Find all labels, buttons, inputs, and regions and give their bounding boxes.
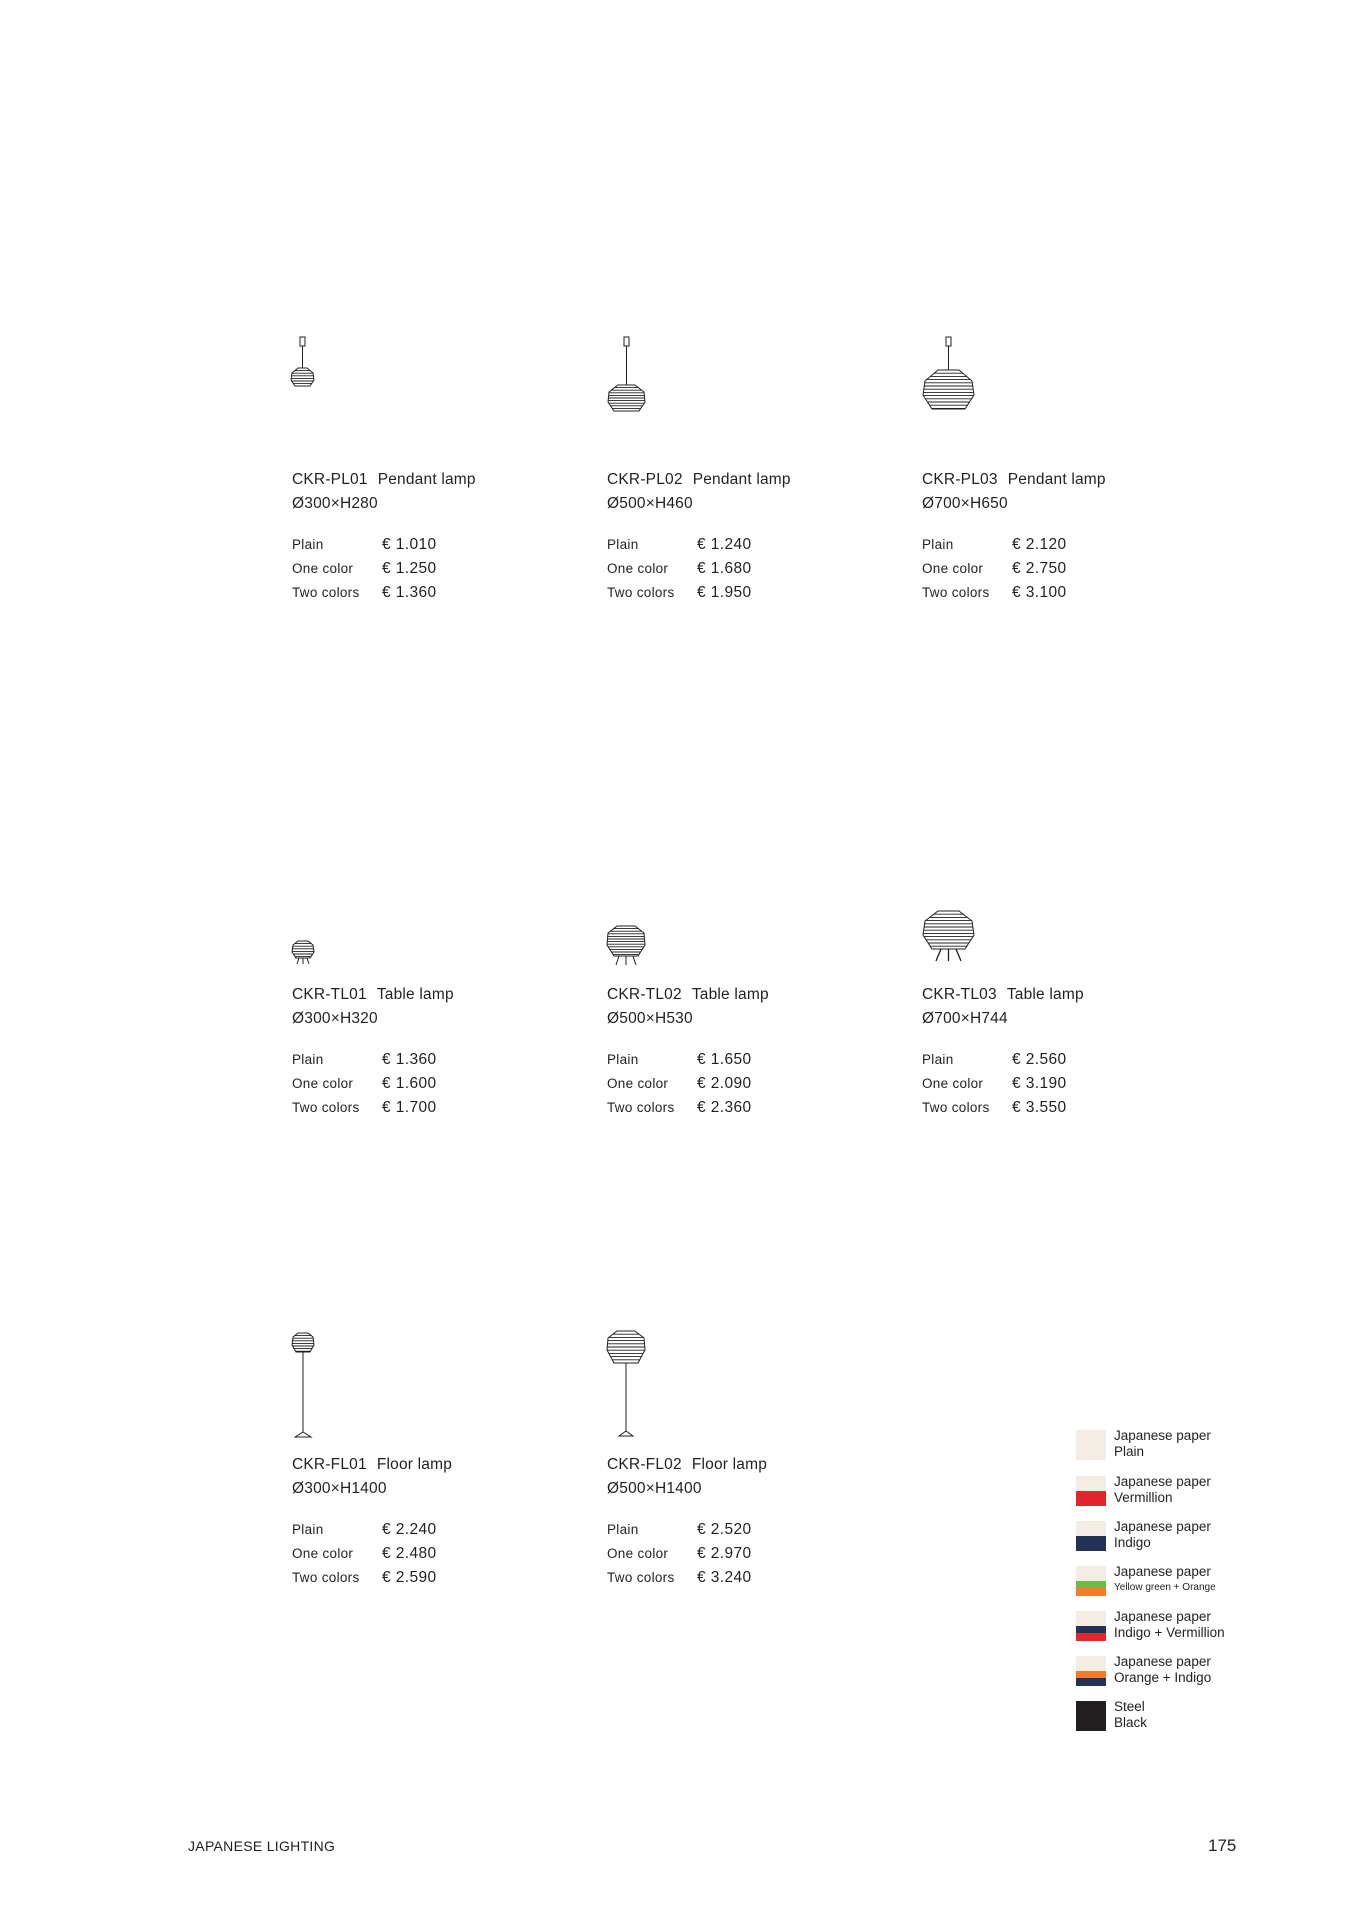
price-row-plain: Plain € 2.120 xyxy=(922,536,1067,553)
swatch-band xyxy=(1076,1588,1106,1596)
pendant-lamp-small-svg xyxy=(292,335,332,395)
shade-ribs xyxy=(292,1336,314,1352)
product-dimensions: Ø300×H280 xyxy=(292,495,378,512)
table-lamp-drawing xyxy=(607,925,657,971)
table-lamp-small-svg xyxy=(292,940,332,970)
legend-label: Steel Black xyxy=(1114,1699,1148,1730)
legend-label: Japanese paper Plain xyxy=(1114,1428,1211,1459)
price-list xyxy=(922,536,1067,608)
legend-item-vermillion xyxy=(1076,1476,1276,1508)
swatch-band xyxy=(1076,1656,1106,1671)
legend-item-plain xyxy=(1076,1430,1276,1462)
price-row-two-colors: Two colors € 3.550 xyxy=(922,1099,1067,1116)
swatch xyxy=(1076,1566,1106,1596)
price-row-one-color: One color € 2.090 xyxy=(607,1075,752,1092)
swatch xyxy=(1076,1521,1106,1551)
swatch-band xyxy=(1076,1430,1106,1445)
product-dimensions: Ø500×H530 xyxy=(607,1010,693,1027)
price-row-one-color: One color € 1.250 xyxy=(292,560,437,577)
table-lamp-drawing xyxy=(922,910,982,972)
swatch xyxy=(1076,1611,1106,1641)
product-title: CKR-TL03 Table lamp xyxy=(922,986,1084,1003)
swatch-band xyxy=(1076,1445,1106,1460)
product-title: CKR-PL03 Pendant lamp xyxy=(922,471,1106,488)
swatch-band xyxy=(1076,1536,1106,1551)
swatch-band xyxy=(1076,1611,1106,1626)
price-row-one-color: One color € 1.600 xyxy=(292,1075,437,1092)
product-dimensions: Ø700×H650 xyxy=(922,495,1008,512)
price-row-plain: Plain € 1.360 xyxy=(292,1051,437,1068)
table-lamp-medium-svg xyxy=(607,925,657,971)
product-title: CKR-TL02 Table lamp xyxy=(607,986,769,1003)
price-row-plain: Plain € 2.240 xyxy=(292,1521,437,1538)
swatch xyxy=(1076,1430,1106,1460)
legend-item-yellow-green-orange xyxy=(1076,1566,1276,1598)
legend-label: Japanese paper Vermillion xyxy=(1114,1474,1211,1505)
price-row-two-colors: Two colors € 1.700 xyxy=(292,1099,437,1116)
legend-item-indigo-vermillion xyxy=(1076,1611,1276,1643)
swatch-band xyxy=(1076,1633,1106,1641)
product-dimensions: Ø500×H1400 xyxy=(607,1480,702,1497)
product-title: CKR-FL02 Floor lamp xyxy=(607,1456,768,1473)
price-row-one-color: One color € 2.970 xyxy=(607,1545,752,1562)
table-lamp-drawing xyxy=(292,940,332,970)
legend-item-indigo xyxy=(1076,1521,1276,1553)
price-row-two-colors: Two colors € 2.360 xyxy=(607,1099,752,1116)
swatch-band xyxy=(1076,1626,1106,1633)
legend-label: Japanese paper Orange + Indigo xyxy=(1114,1654,1212,1685)
price-row-two-colors: Two colors € 3.100 xyxy=(922,584,1067,601)
legend-label: Japanese paper Indigo + Vermillion xyxy=(1114,1609,1225,1640)
swatch-band xyxy=(1076,1566,1106,1581)
price-row-two-colors: Two colors € 3.240 xyxy=(607,1569,752,1586)
product-dimensions: Ø700×H744 xyxy=(922,1010,1008,1027)
swatch xyxy=(1076,1701,1106,1731)
pendant-lamp-drawing xyxy=(922,335,992,425)
price-list xyxy=(292,536,437,608)
price-row-plain: Plain € 2.520 xyxy=(607,1521,752,1538)
swatch-band xyxy=(1076,1671,1106,1678)
legend-label: Japanese paper Indigo xyxy=(1114,1519,1211,1550)
price-row-two-colors: Two colors € 1.360 xyxy=(292,584,437,601)
pendant-lamp-drawing xyxy=(292,335,332,395)
floor-lamp-drawing xyxy=(292,1332,332,1442)
product-dimensions: Ø500×H460 xyxy=(607,495,693,512)
price-list xyxy=(607,536,752,608)
pendant-lamp-large-svg xyxy=(922,335,992,425)
price-row-plain: Plain € 1.010 xyxy=(292,536,437,553)
swatch xyxy=(1076,1656,1106,1686)
section-title: JAPANESE LIGHTING xyxy=(188,1838,336,1854)
price-row-one-color: One color € 2.480 xyxy=(292,1545,437,1562)
floor-lamp-medium-svg xyxy=(607,1330,657,1440)
price-row-two-colors: Two colors € 2.590 xyxy=(292,1569,437,1586)
price-row-two-colors: Two colors € 1.950 xyxy=(607,584,752,601)
price-list xyxy=(292,1051,437,1123)
legend-item-steel-black xyxy=(1076,1701,1276,1733)
swatch xyxy=(1076,1476,1106,1506)
swatch-band xyxy=(1076,1521,1106,1536)
price-row-one-color: One color € 1.680 xyxy=(607,560,752,577)
price-list xyxy=(607,1051,752,1123)
swatch-band xyxy=(1076,1581,1106,1588)
price-list xyxy=(292,1521,437,1593)
price-row-plain: Plain € 2.560 xyxy=(922,1051,1067,1068)
pendant-lamp-medium-svg xyxy=(607,335,667,420)
price-row-plain: Plain € 1.650 xyxy=(607,1051,752,1068)
floor-lamp-drawing xyxy=(607,1330,657,1440)
product-title: CKR-TL01 Table lamp xyxy=(292,986,454,1003)
price-row-one-color: One color € 3.190 xyxy=(922,1075,1067,1092)
swatch-band xyxy=(1076,1678,1106,1686)
product-title: CKR-FL01 Floor lamp xyxy=(292,1456,453,1473)
price-row-one-color: One color € 2.750 xyxy=(922,560,1067,577)
price-row-plain: Plain € 1.240 xyxy=(607,536,752,553)
page-number: 175 xyxy=(1208,1836,1237,1855)
product-title: CKR-PL02 Pendant lamp xyxy=(607,471,791,488)
table-lamp-large-svg xyxy=(922,910,982,972)
product-dimensions: Ø300×H320 xyxy=(292,1010,378,1027)
legend-label: Japanese paper Yellow green + Orange xyxy=(1114,1564,1216,1593)
product-title: CKR-PL01 Pendant lamp xyxy=(292,471,476,488)
swatch-band xyxy=(1076,1491,1106,1506)
product-dimensions: Ø300×H1400 xyxy=(292,1480,387,1497)
price-list xyxy=(922,1051,1067,1123)
price-list xyxy=(607,1521,752,1593)
pendant-lamp-drawing xyxy=(607,335,667,420)
floor-lamp-small-svg xyxy=(292,1332,332,1442)
legend-item-orange-indigo xyxy=(1076,1656,1276,1688)
swatch-band xyxy=(1076,1476,1106,1491)
